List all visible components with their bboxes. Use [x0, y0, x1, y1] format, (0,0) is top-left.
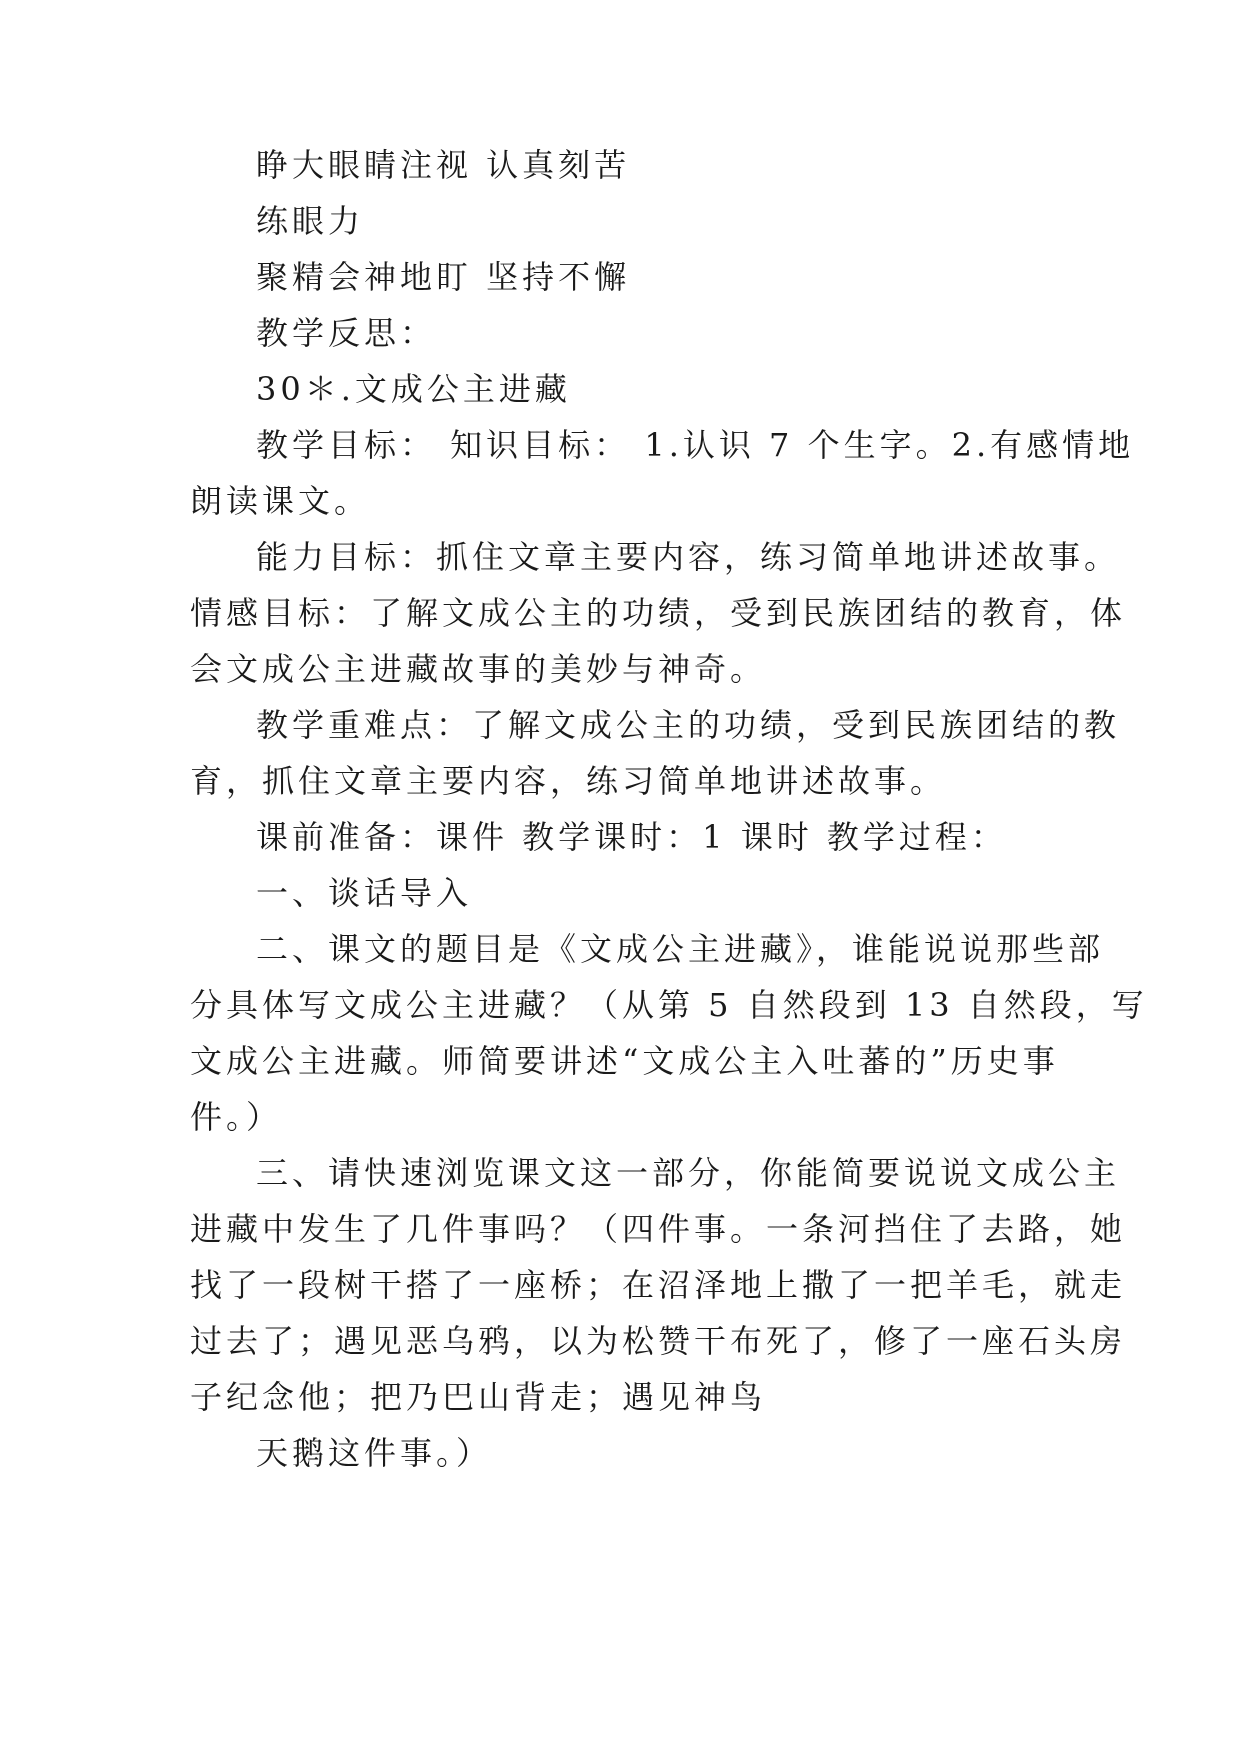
text-line: 二、课文的题目是《文成公主进藏》，谁能说说那些部 [256, 930, 1105, 968]
text-line: 能力目标：抓住文章主要内容，练习简单地讲述故事。 [256, 538, 1121, 576]
text-line: 情感目标：了解文成公主的功绩，受到民族团结的教育，体 [190, 594, 1127, 632]
text-line: 进藏中发生了几件事吗？（四件事。一条河挡住了去路，她 [190, 1210, 1127, 1248]
text-line: 课前准备：课件 教学课时：1 课时 教学过程： [256, 818, 1007, 856]
text-line: 聚精会神地盯 坚持不懈 [256, 258, 631, 296]
text-line: 朗读课文。 [190, 482, 371, 520]
text-line: 找了一段树干搭了一座桥；在沼泽地上撒了一把羊毛，就走 [190, 1266, 1127, 1304]
lesson-title: 30＊.文成公主进藏 [256, 370, 571, 408]
text-line: 教学目标： 知识目标： 1.认识 7 个生字。2.有感情地 [256, 426, 1135, 464]
text-line: 三、请快速浏览课文这一部分，你能简要说说文成公主 [256, 1154, 1121, 1192]
text-line: 睁大眼睛注视 认真刻苦 [256, 146, 631, 184]
text-line: 天鹅这件事。） [256, 1434, 493, 1472]
section-heading: 教学反思： [256, 314, 437, 352]
text-line: 文成公主进藏。师简要讲述“文成公主入吐蕃的”历史事 [190, 1042, 1059, 1080]
text-line: 子纪念他；把乃巴山背走；遇见神鸟 [190, 1378, 767, 1416]
text-line: 练眼力 [256, 202, 365, 240]
text-line: 分具体写文成公主进藏？（从第 5 自然段到 13 自然段，写 [190, 986, 1148, 1024]
text-line: 育，抓住文章主要内容，练习简单地讲述故事。 [190, 762, 947, 800]
text-line: 会文成公主进藏故事的美妙与神奇。 [190, 650, 767, 688]
text-line: 过去了；遇见恶乌鸦，以为松赞干布死了，修了一座石头房 [190, 1322, 1127, 1360]
text-line: 件。） [190, 1098, 283, 1136]
text-line: 教学重难点：了解文成公主的功绩，受到民族团结的教 [256, 706, 1121, 744]
text-line: 一、谈话导入 [256, 874, 473, 912]
